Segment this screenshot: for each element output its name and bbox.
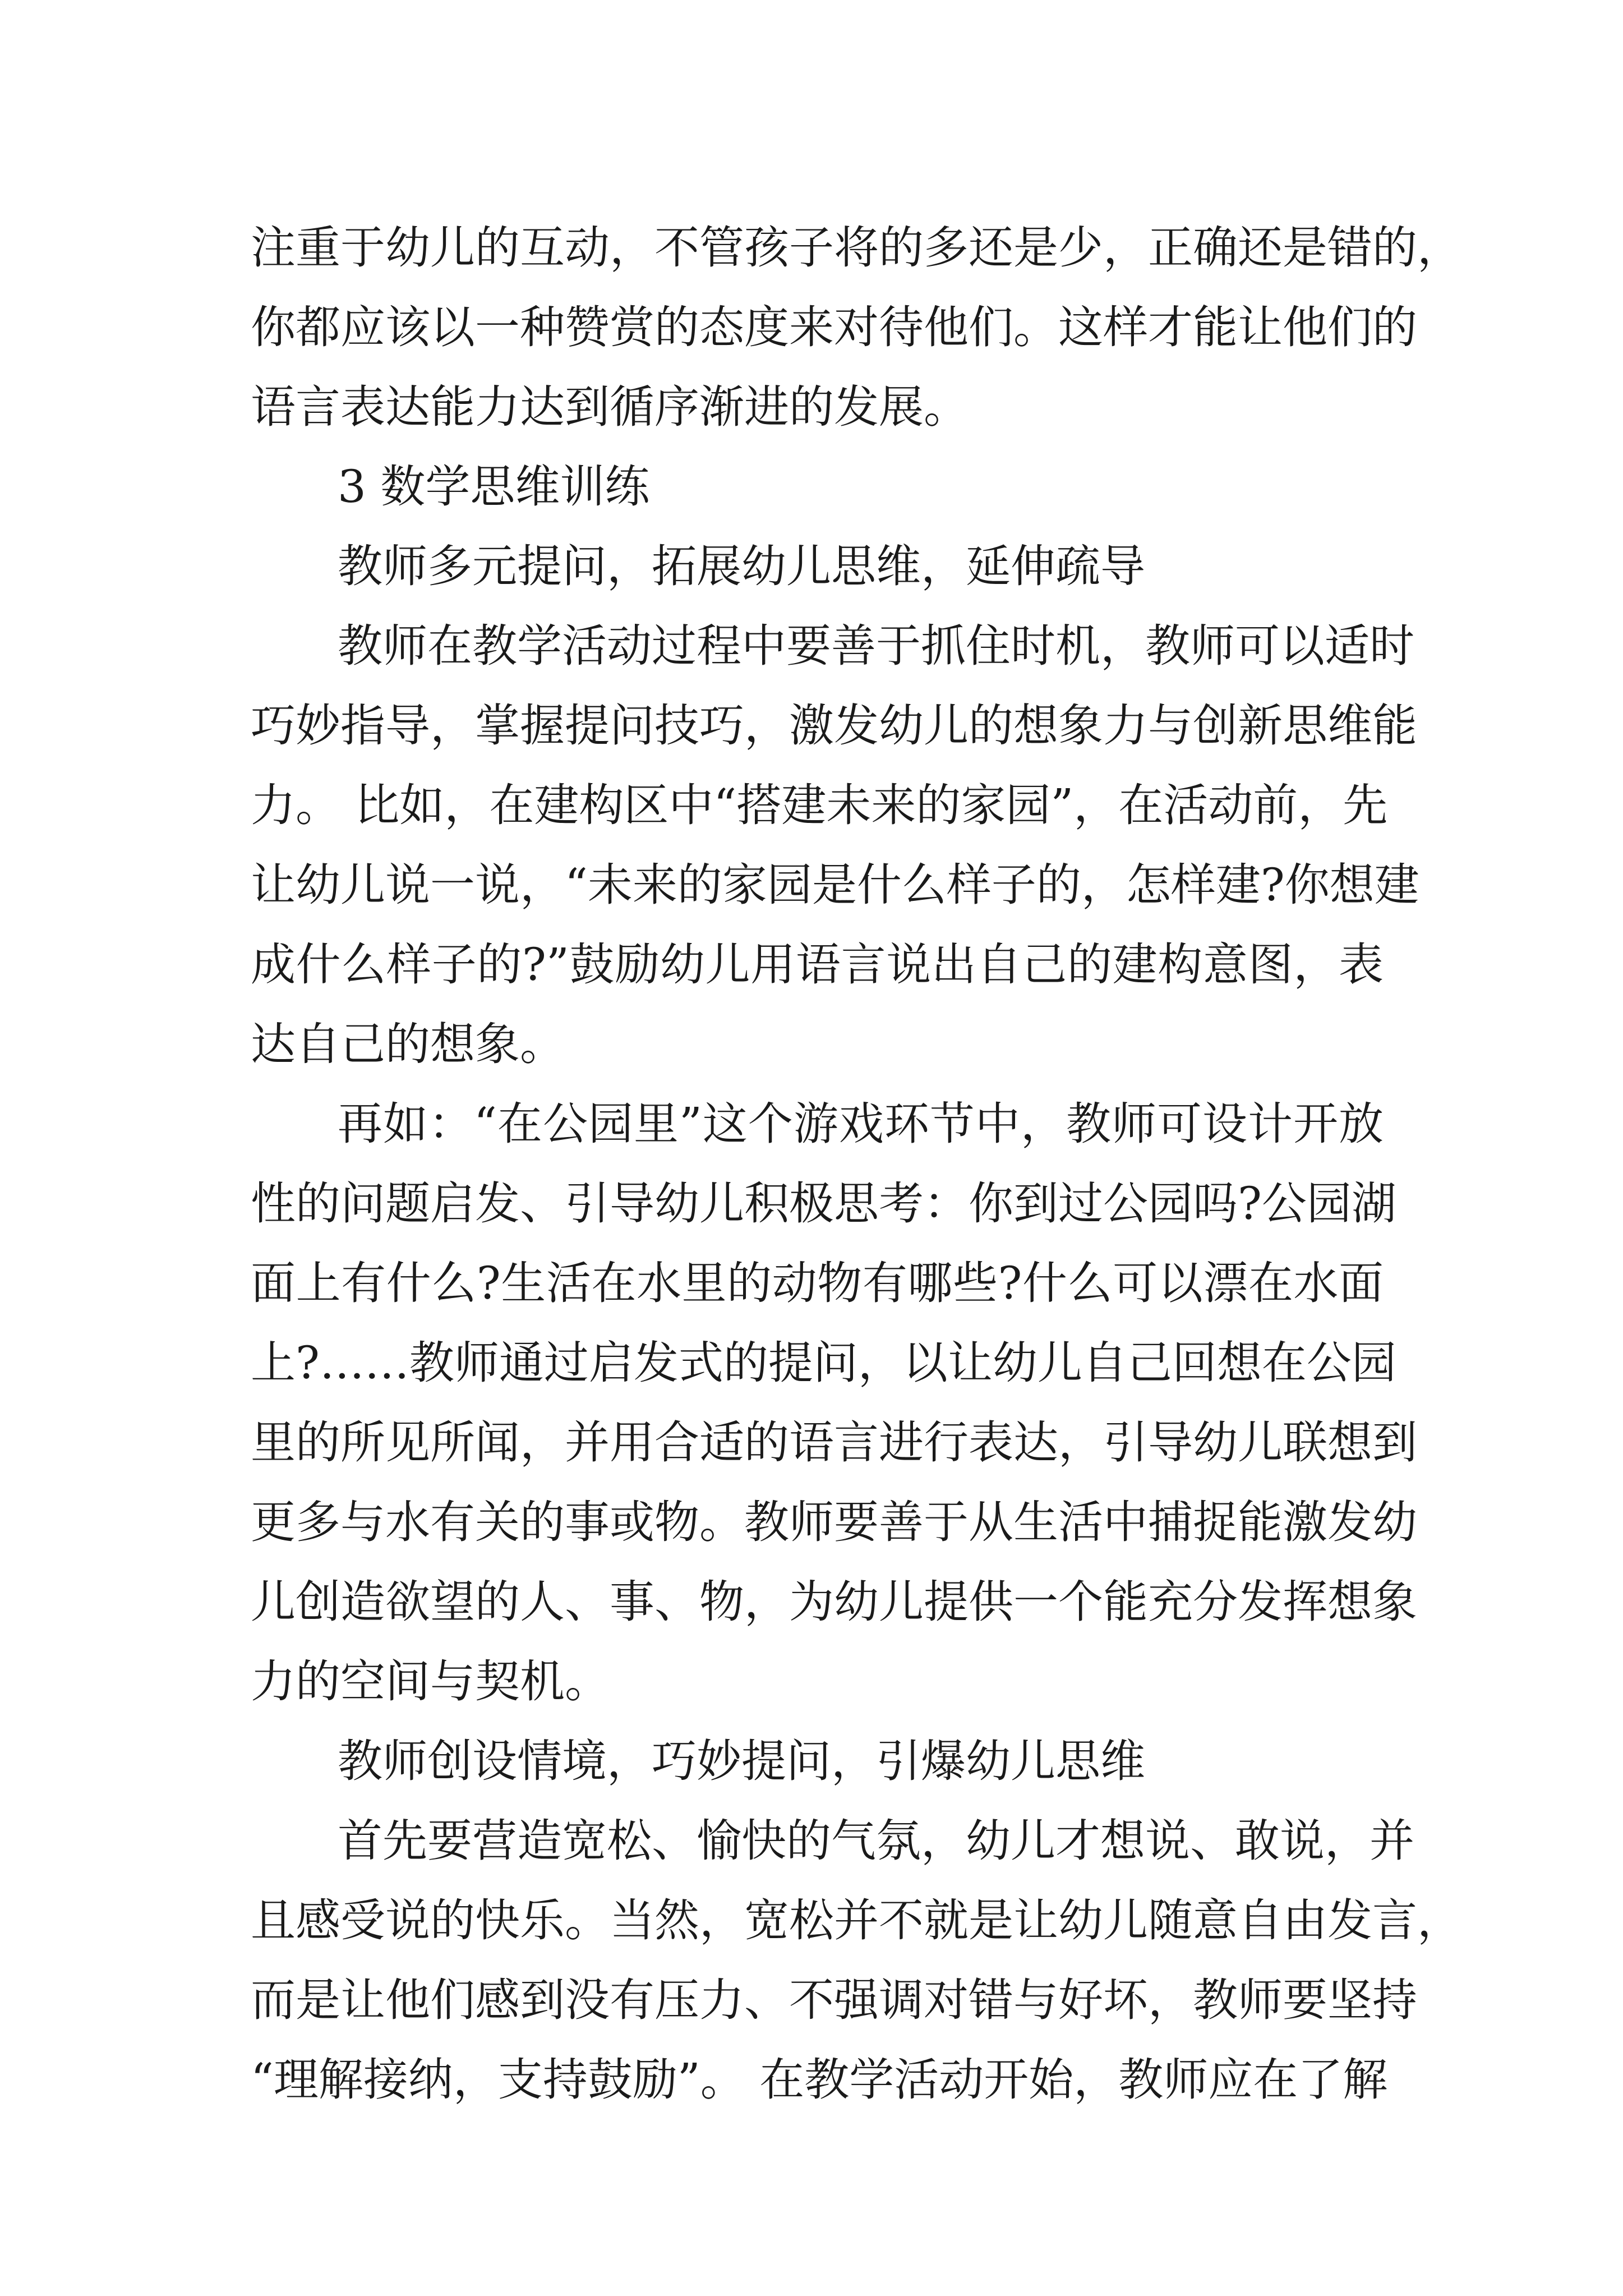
text-line-7: 巧妙指导，掌握提问技巧，激发幼儿的想象力与创新思维能 (251, 700, 1417, 752)
text-line-19: 力的空间与契机。 (251, 1655, 610, 1708)
text-line-21: 首先要营造宽松、愉快的气氛，幼儿才想说、敢说，并 (338, 1815, 1414, 1867)
text-line-3: 语言表达能力达到循序渐进的发展。 (251, 381, 969, 433)
text-line-23: 而是让他们感到没有压力、不强调对错与好坏，教师要坚持 (251, 1974, 1417, 2026)
text-line-6: 教师在教学活动过程中要善于抓住时机，教师可以适时 (338, 620, 1414, 672)
subheading-1: 教师多元提问，拓展幼儿思维，延伸疏导 (338, 540, 1145, 592)
text-line-24: “理解接纳，支持鼓励”。 在教学活动开始，教师应在了解 (251, 2054, 1388, 2106)
subheading-2: 教师创设情境，巧妙提问，引爆幼儿思维 (338, 1735, 1145, 1787)
text-line-2: 你都应该以一种赞赏的态度来对待他们。这样才能让他们的 (251, 301, 1417, 353)
section-heading: 3 数学思维训练 (338, 461, 650, 513)
text-line-1: 注重于幼儿的互动，不管孩子将的多还是少，正确还是错的， (251, 222, 1462, 274)
text-line-8: 力。 比如，在建构区中“搭建未来的家园”，在活动前，先 (251, 779, 1388, 831)
text-line-13: 性的问题启发、引导幼儿积极思考：你到过公园吗?公园湖 (251, 1177, 1396, 1230)
text-line-10: 成什么样子的?”鼓励幼儿用语言说出自己的建构意图，表 (251, 938, 1384, 991)
text-line-17: 更多与水有关的事或物。教师要善于从生活中捕捉能激发幼 (251, 1496, 1417, 1548)
text-line-11: 达自己的想象。 (251, 1018, 565, 1070)
text-line-16: 里的所见所闻，并用合适的语言进行表达，引导幼儿联想到 (251, 1416, 1417, 1469)
text-line-9: 让幼儿说一说，“未来的家园是什么样子的，怎样建?你想建 (251, 859, 1419, 911)
text-line-15: 上?……教师通过启发式的提问，以让幼儿自己回想在公园 (251, 1337, 1396, 1389)
text-line-14: 面上有什么?生活在水里的动物有哪些?什么可以漂在水面 (251, 1257, 1384, 1309)
text-line-12: 再如：“在公园里”这个游戏环节中，教师可设计开放 (338, 1098, 1384, 1150)
text-line-18: 儿创造欲望的人、事、物，为幼儿提供一个能充分发挥想象 (251, 1576, 1417, 1628)
text-line-22: 且感受说的快乐。当然，宽松并不就是让幼儿随意自由发言， (251, 1894, 1462, 1947)
